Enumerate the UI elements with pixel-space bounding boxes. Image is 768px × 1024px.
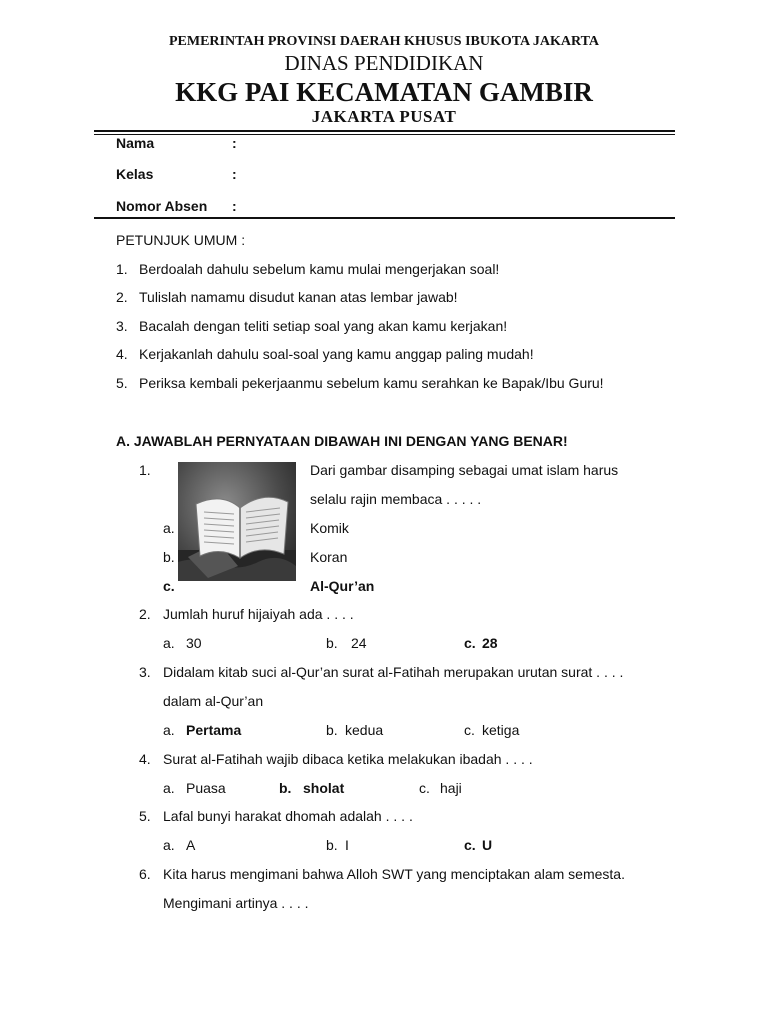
option-text: 28 — [482, 635, 498, 651]
question-text: selalu rajin membaca . . . . . — [310, 491, 482, 507]
instruction-text: Kerjakanlah dahulu soal-soal yang kamu anggap paling mudah! — [139, 346, 534, 362]
question-text: Surat al-Fatihah wajib dibaca ketika melakukan ibadah . . . . — [163, 751, 533, 767]
instruction-number: 1. — [116, 261, 128, 277]
header-organization: KKG PAI KECAMATAN GAMBIR — [175, 77, 593, 107]
option-text: U — [482, 837, 493, 853]
header-city: JAKARTA PUSAT — [311, 107, 457, 126]
option-letter: c. — [464, 635, 476, 651]
section-a-title: A. JAWABLAH PERNYATAAN DIBAWAH INI DENGAN YANG BENAR! — [116, 433, 568, 449]
option-letter: b. — [279, 780, 292, 796]
option-letter: b. — [326, 722, 338, 738]
option-letter: a. — [163, 520, 175, 536]
instruction-number: 4. — [116, 346, 128, 362]
instructions-title: PETUNJUK UMUM : — [116, 232, 246, 248]
name-colon: : — [232, 135, 237, 151]
header-divider-thin — [94, 134, 675, 135]
class-colon: : — [232, 166, 237, 182]
question-number: 2. — [139, 606, 151, 622]
header-government: PEMERINTAH PROVINSI DAERAH KHUSUS IBUKOTA JAKARTA — [168, 34, 600, 49]
instruction-text: Tulislah namamu disudut kanan atas lembar jawab! — [139, 289, 458, 305]
option-text: sholat — [303, 780, 345, 796]
option-text: Pertama — [186, 722, 242, 738]
option-text: 30 — [186, 635, 202, 651]
option-letter: a. — [163, 722, 175, 738]
option-text: haji — [440, 780, 462, 796]
header-divider-thick — [94, 130, 675, 132]
absence-number-label: Nomor Absen — [116, 198, 208, 214]
option-letter: c. — [163, 578, 175, 594]
instruction-text: Bacalah dengan teliti setiap soal yang akan kamu kerjakan! — [139, 318, 508, 334]
option-letter: b. — [163, 549, 175, 565]
class-label: Kelas — [116, 166, 154, 182]
question-number: 4. — [139, 751, 151, 767]
question-number: 1. — [139, 462, 151, 478]
option-text: ketiga — [482, 722, 520, 738]
question-text: dalam al-Qur’an — [163, 693, 264, 709]
option-text: Komik — [310, 520, 349, 536]
instruction-number: 3. — [116, 318, 128, 334]
question-number: 3. — [139, 664, 151, 680]
question-number: 6. — [139, 866, 151, 882]
option-letter: b. — [326, 837, 338, 853]
absence-number-colon: : — [232, 198, 237, 214]
option-letter: c. — [464, 837, 476, 853]
instruction-text: Periksa kembali pekerjaanmu sebelum kamu serahkan ke Bapak/Ibu Guru! — [139, 375, 604, 391]
option-text: A — [186, 837, 196, 853]
option-letter: a. — [163, 635, 175, 651]
identity-divider — [94, 217, 675, 219]
option-letter: b. — [326, 635, 338, 651]
name-label: Nama — [116, 135, 155, 151]
instruction-text: Berdoalah dahulu sebelum kamu mulai mengerjakan soal! — [139, 261, 500, 277]
instruction-number: 5. — [116, 375, 128, 391]
question-text: Jumlah huruf hijaiyah ada . . . . — [163, 606, 354, 622]
open-book-icon — [178, 462, 296, 581]
question-text: Lafal bunyi harakat dhomah adalah . . . . — [163, 808, 413, 824]
option-text: Koran — [310, 549, 348, 565]
option-text: kedua — [345, 722, 384, 738]
instruction-number: 2. — [116, 289, 128, 305]
question-text: Didalam kitab suci al-Qur’an surat al-Fatihah merupakan urutan surat . . . . — [163, 664, 624, 680]
header-department: DINAS PENDIDIKAN — [284, 51, 484, 75]
option-text: Puasa — [186, 780, 226, 796]
option-letter: a. — [163, 837, 175, 853]
question-text: Kita harus mengimani bahwa Alloh SWT yang menciptakan alam semesta. — [163, 866, 625, 882]
question-text: Mengimani artinya . . . . — [163, 895, 309, 911]
option-text: 24 — [351, 635, 367, 651]
question-text: Dari gambar disamping sebagai umat islam harus — [310, 462, 619, 478]
option-text: Al-Qur’an — [310, 578, 375, 594]
option-letter: c. — [464, 722, 475, 738]
option-letter: c. — [419, 780, 430, 796]
open-quran-image — [178, 462, 296, 581]
option-letter: a. — [163, 780, 175, 796]
question-number: 5. — [139, 808, 151, 824]
option-text: I — [345, 837, 349, 853]
